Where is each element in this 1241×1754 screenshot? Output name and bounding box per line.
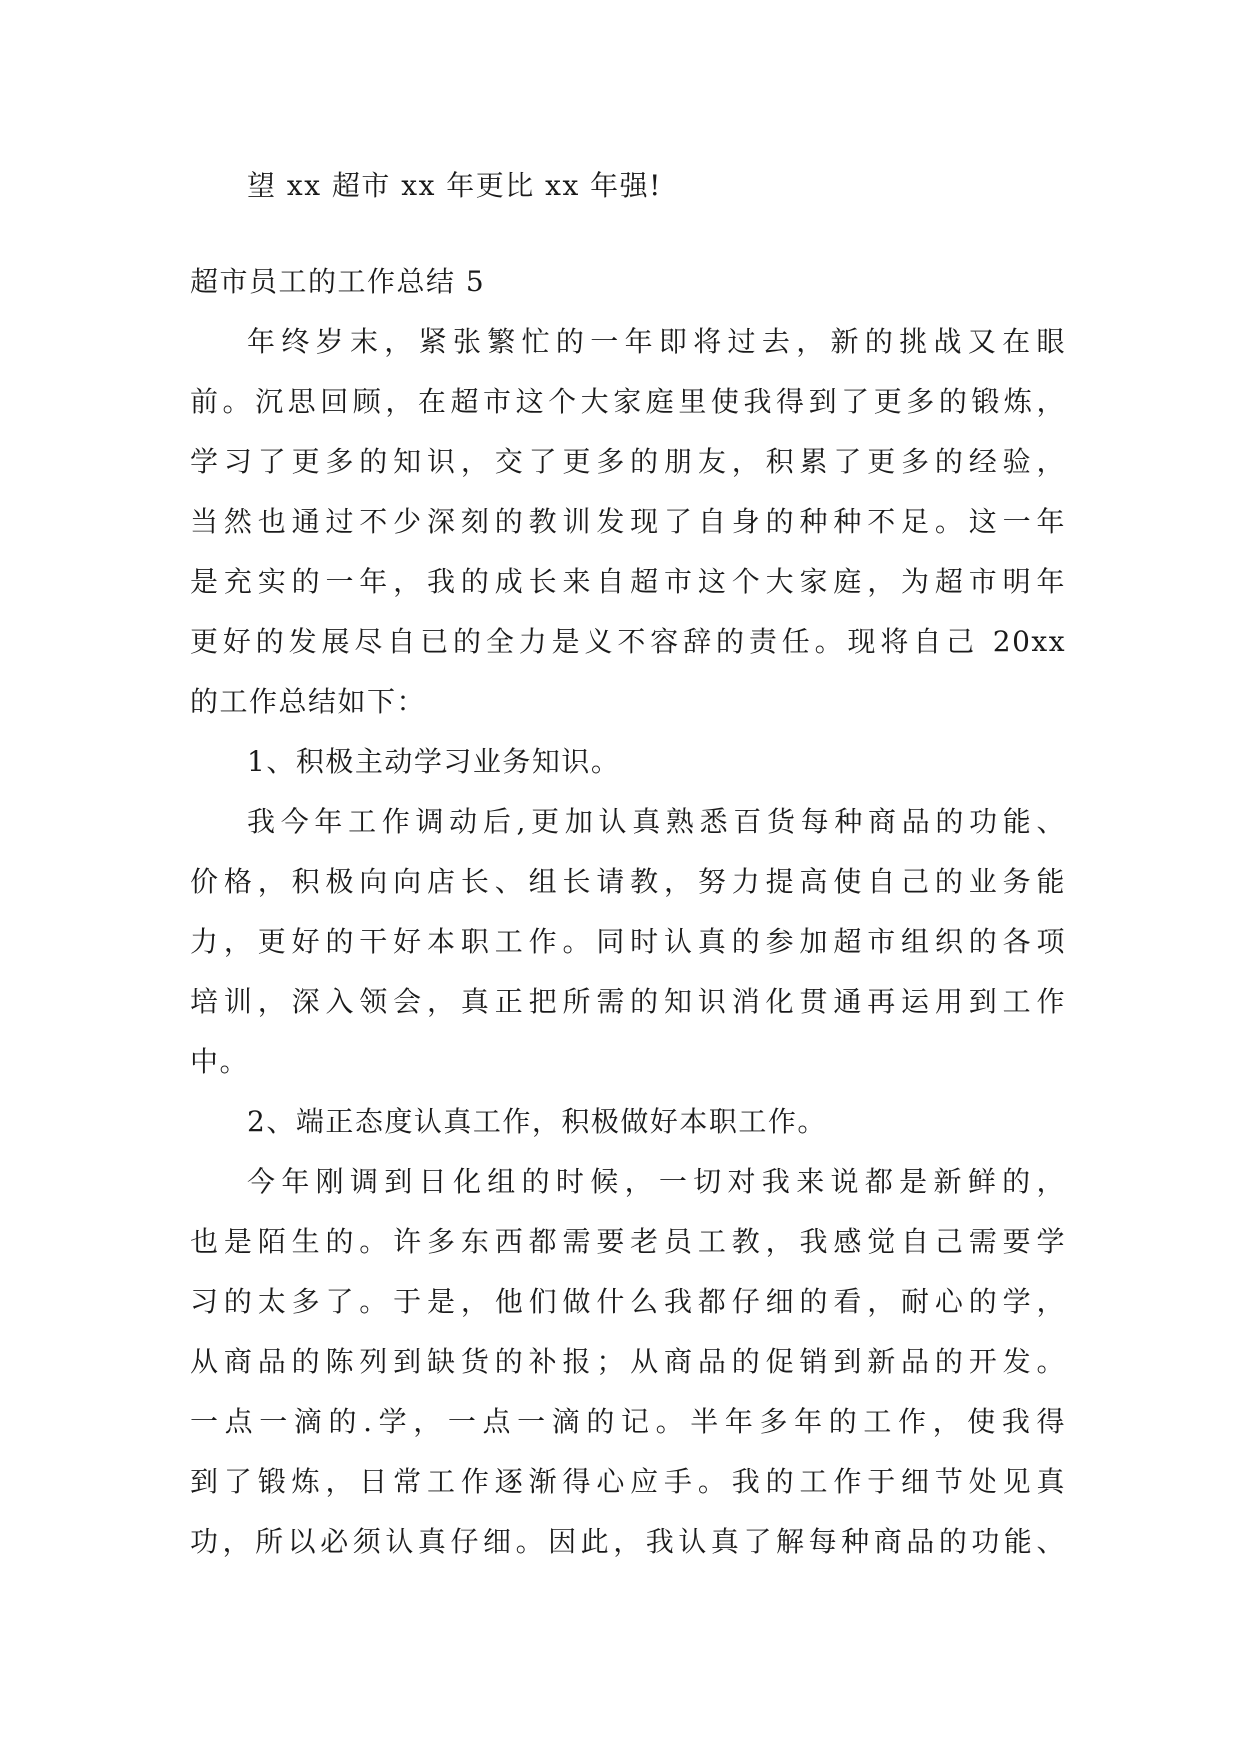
paragraph-line: 一点一滴的.学，一点一滴的记。半年多年的工作，使我得 bbox=[190, 1405, 1066, 1438]
paragraph-line: 当然也通过不少深刻的教训发现了自身的种种不足。这一年 bbox=[190, 505, 1066, 538]
paragraph-line: 更好的发展尽自已的全力是义不容辞的责任。现将自己 20xx bbox=[190, 625, 1066, 658]
document-body bbox=[190, 156, 1066, 1572]
paragraph-line: 中。 bbox=[190, 1045, 250, 1078]
paragraph-line: 也是陌生的。许多东西都需要老员工教，我感觉自己需要学 bbox=[190, 1225, 1066, 1258]
paragraph-attitude bbox=[190, 1152, 1066, 1572]
paragraph-line: 力，更好的干好本职工作。同时认真的参加超市组织的各项 bbox=[190, 925, 1066, 958]
paragraph-line: 从商品的陈列到缺货的补报；从商品的促销到新品的开发。 bbox=[190, 1345, 1066, 1378]
paragraph-line: 是充实的一年，我的成长来自超市这个大家庭，为超市明年 bbox=[190, 565, 1066, 598]
paragraph-line: 价格，积极向向店长、组长请教，努力提高使自己的业务能 bbox=[190, 865, 1066, 898]
paragraph-intro bbox=[190, 312, 1066, 732]
paragraph-line: 的工作总结如下： bbox=[190, 685, 427, 718]
paragraph-line: 学习了更多的知识，交了更多的朋友，积累了更多的经验， bbox=[190, 445, 1066, 478]
heading-learning: 1、积极主动学习业务知识。 bbox=[247, 745, 621, 778]
paragraph-line: 前。沉思回顾，在超市这个大家庭里使我得到了更多的锻炼， bbox=[190, 385, 1066, 418]
paragraph-line: 到了锻炼，日常工作逐渐得心应手。我的工作于细节处见真 bbox=[190, 1465, 1066, 1498]
heading-attitude: 2、端正态度认真工作，积极做好本职工作。 bbox=[247, 1105, 827, 1138]
carryover-line: 望 xx 超市 xx 年更比 xx 年强! bbox=[247, 169, 662, 202]
paragraph-line: 习的太多了。于是，他们做什么我都仔细的看，耐心的学， bbox=[190, 1285, 1066, 1318]
paragraph-line: 培训，深入领会，真正把所需的知识消化贯通再运用到工作 bbox=[190, 985, 1066, 1018]
paragraph-line: 我今年工作调动后,更加认真熟悉百货每种商品的功能、 bbox=[247, 805, 1066, 838]
paragraph-learning bbox=[190, 792, 1066, 1092]
section-title: 超市员工的工作总结 5 bbox=[190, 265, 486, 298]
paragraph-line: 今年刚调到日化组的时候，一切对我来说都是新鲜的， bbox=[247, 1165, 1066, 1198]
paragraph-line: 功，所以必须认真仔细。因此，我认真了解每种商品的功能、 bbox=[190, 1525, 1066, 1558]
paragraph-line: 年终岁末，紧张繁忙的一年即将过去，新的挑战又在眼 bbox=[247, 325, 1066, 358]
